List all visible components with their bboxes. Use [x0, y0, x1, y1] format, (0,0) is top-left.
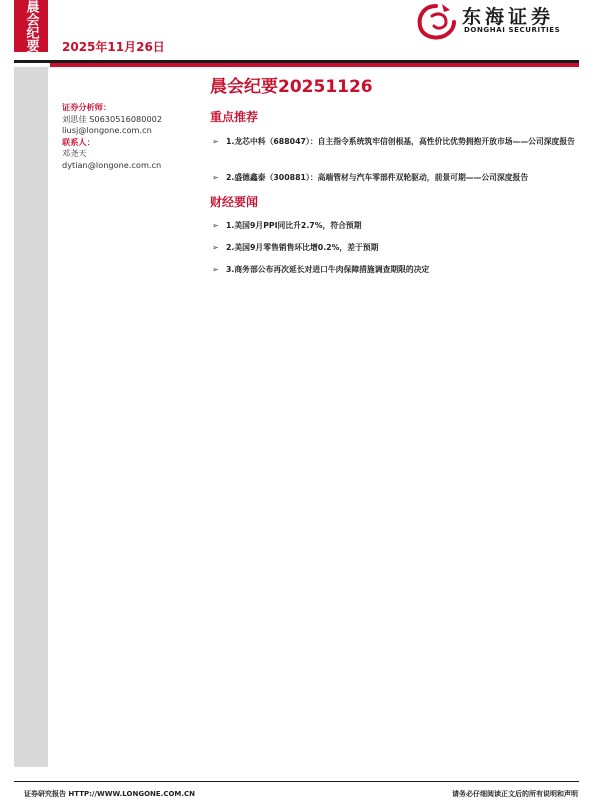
list-item[interactable]	[212, 219, 582, 232]
list-item-text: 2.美国9月零售销售环比增0.2%，差于预期	[226, 243, 379, 252]
analyst-role-label: 证券分析师：	[62, 102, 112, 112]
contact-label: 联系人：	[62, 136, 95, 147]
footer-website[interactable]: 证券研究报告 HTTP://WWW.LONGONE.COM.CN	[24, 790, 196, 798]
arrow-bullet-icon: ➢	[212, 221, 219, 230]
report-date: 2025年11月26日	[62, 40, 165, 54]
list-item[interactable]	[212, 263, 582, 276]
section-heading-finance-news: 财经要闻	[210, 195, 259, 209]
list-item-text: 1.美国9月PPI同比升2.7%，符合预期	[226, 221, 362, 230]
list-item[interactable]	[212, 135, 582, 148]
list-item-text: 3.商务部公布再次延长对进口牛肉保障措施调查期限的决定	[226, 265, 430, 274]
donghai-swirl-logo-icon	[414, 2, 460, 42]
arrow-bullet-icon: ➢	[212, 173, 219, 182]
section-heading-recommendations: 重点推荐	[210, 110, 259, 124]
list-item-text: 1.龙芯中科（688047）：自主指令系统筑牢信创根基，高性价比优势拥抱开放市场——公司深度报告	[226, 137, 575, 146]
report-type-label: 晨会纪要	[23, 0, 39, 52]
analyst-block	[62, 102, 162, 171]
report-type-tab	[14, 0, 48, 52]
footer-rule	[14, 781, 579, 782]
contact-email: dytian@longone.com.cn	[62, 159, 162, 170]
left-sidebar-band	[14, 67, 48, 767]
header-rule-red	[50, 63, 579, 67]
list-item[interactable]	[212, 241, 582, 254]
arrow-bullet-icon: ➢	[212, 265, 219, 274]
logo-english-name: DONGHAI SECURITIES	[464, 26, 561, 34]
arrow-bullet-icon: ➢	[212, 243, 219, 252]
list-item[interactable]	[212, 171, 582, 184]
footer-disclaimer: 请务必仔细阅读正文后的所有说明和声明	[452, 790, 578, 798]
company-logo	[410, 0, 590, 44]
analyst-name-line: 刘思佳 S0630516080002	[62, 113, 163, 124]
page-title: 晨会纪要20251126	[210, 77, 373, 97]
contact-name: 邓尧天	[62, 148, 87, 158]
logo-chinese-name: 东海证券	[462, 6, 555, 28]
list-item-text: 2.盛德鑫泰（300881）：高端管材与汽车零部件双轮驱动，前景可期——公司深度报告	[226, 173, 529, 182]
analyst-email: liusj@longone.com.cn	[62, 125, 152, 135]
arrow-bullet-icon: ➢	[212, 137, 219, 146]
